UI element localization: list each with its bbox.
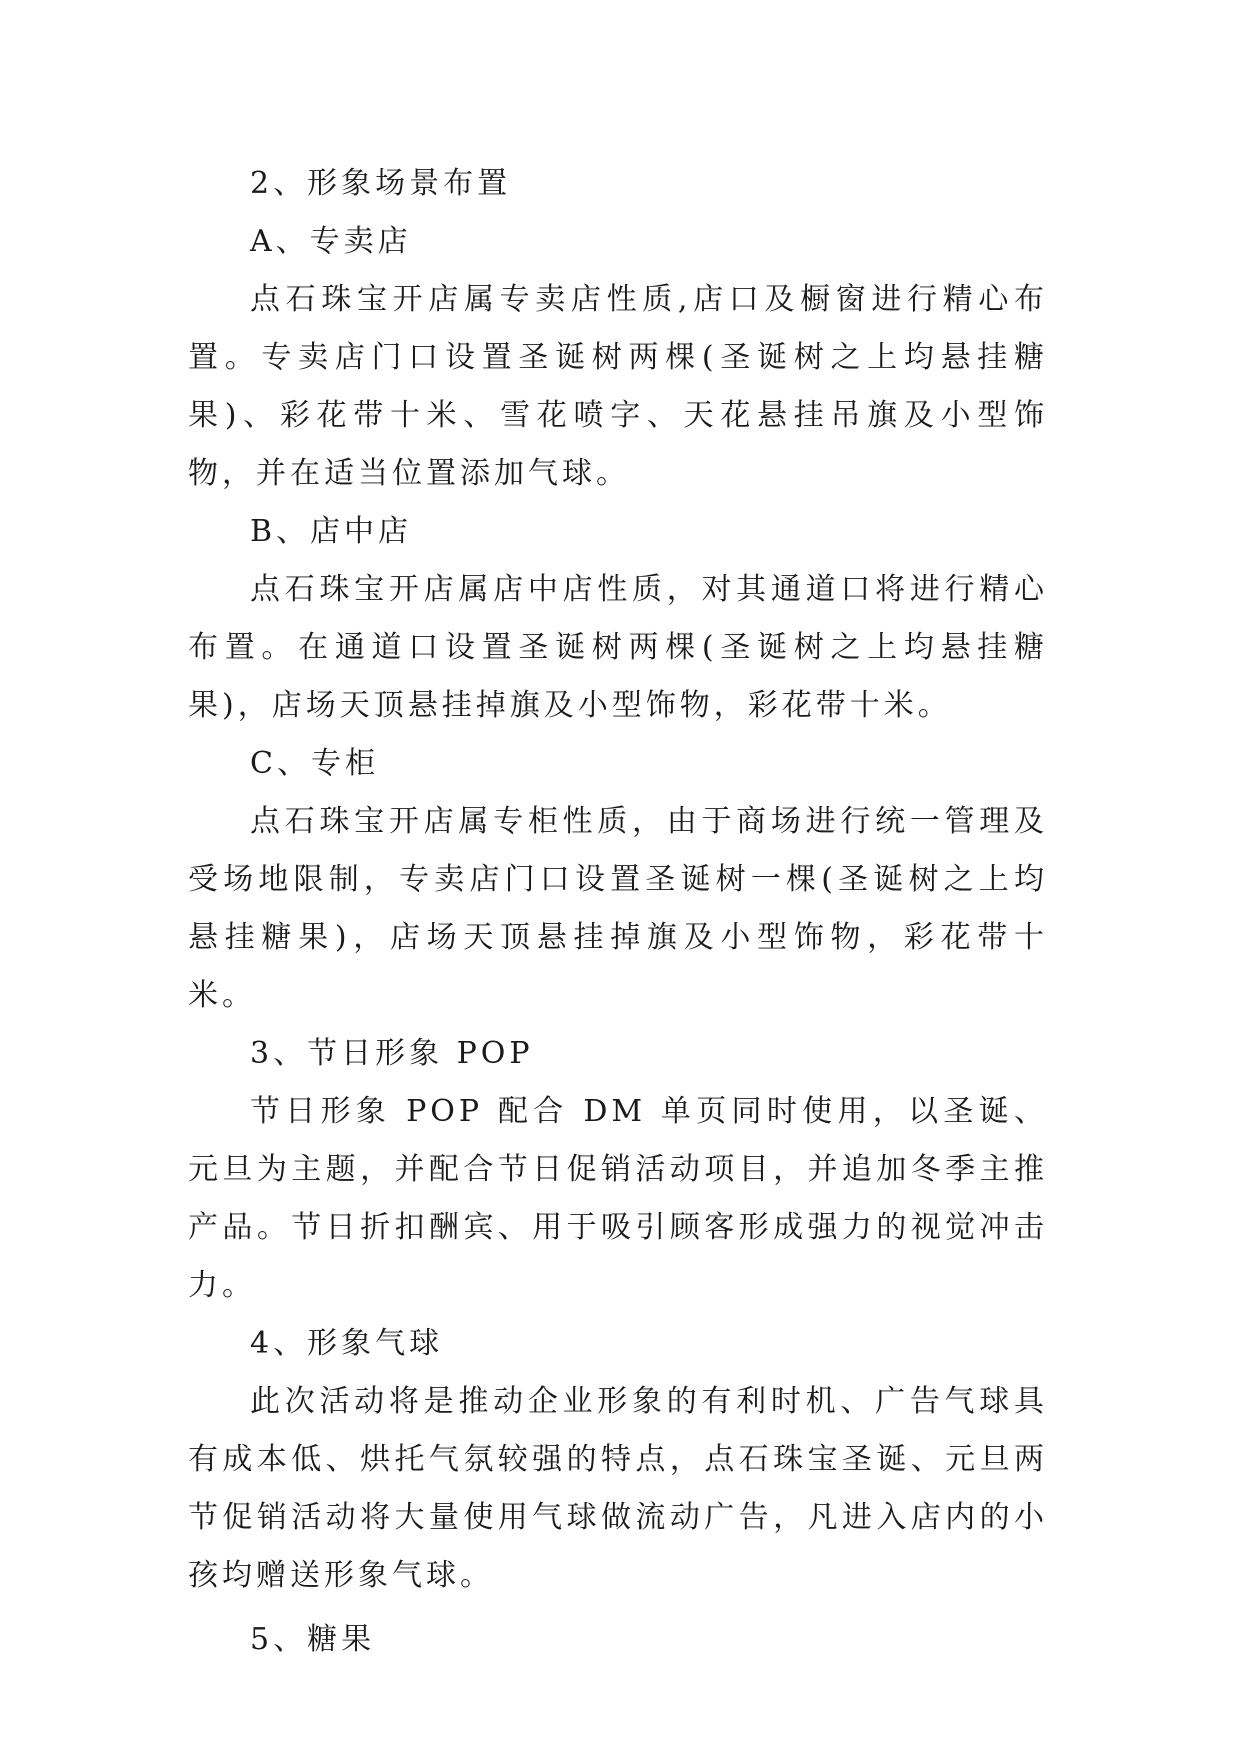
- document-body: [188, 155, 1048, 1669]
- para-shop-in-shop: 点石珠宝开店属店中店性质，对其通道口将进行精心布置。在通道口设置圣诞树两棵(圣诞树之上均悬挂糖果)，店场天顶悬挂掉旗及小型饰物，彩花带十米。: [188, 572, 1048, 723]
- para-balloons: 此次活动将是推动企业形象的有利时机、广告气球具有成本低、烘托气氛较强的特点，点石珠宝圣诞、元旦两节促销活动将大量使用气球做流动广告，凡进入店内的小孩均赠送形象气球。: [188, 1384, 1048, 1593]
- heading-shop-in-shop: B、店中店: [250, 514, 413, 549]
- para-specialty-store: 点石珠宝开店属专卖店性质,店口及橱窗进行精心布置。专卖店门口设置圣诞树两棵(圣诞树之上均悬挂糖果)、彩花带十米、雪花喷字、天花悬挂吊旗及小型饰物，并在适当位置添加气球。: [188, 282, 1048, 491]
- para-holiday-pop: 节日形象 POP 配合 DM 单页同时使用，以圣诞、元旦为主题，并配合节日促销活动项目，并追加冬季主推产品。节日折扣酬宾、用于吸引顾客形成强力的视觉冲击力。: [188, 1094, 1048, 1303]
- para-counter: 点石珠宝开店属专柜性质，由于商场进行统一管理及受场地限制，专卖店门口设置圣诞树一棵(圣诞树之上均悬挂糖果)，店场天顶悬挂掉旗及小型饰物，彩花带十米。: [188, 804, 1048, 1013]
- heading-scene-layout: 2、形象场景布置: [250, 166, 512, 201]
- heading-balloons: 4、形象气球: [250, 1326, 444, 1361]
- heading-specialty-store: A、专卖店: [250, 224, 412, 259]
- heading-candy: 5、糖果: [250, 1622, 376, 1657]
- heading-holiday-pop: 3、节日形象 POP: [250, 1036, 534, 1071]
- heading-counter: C、专柜: [250, 746, 379, 781]
